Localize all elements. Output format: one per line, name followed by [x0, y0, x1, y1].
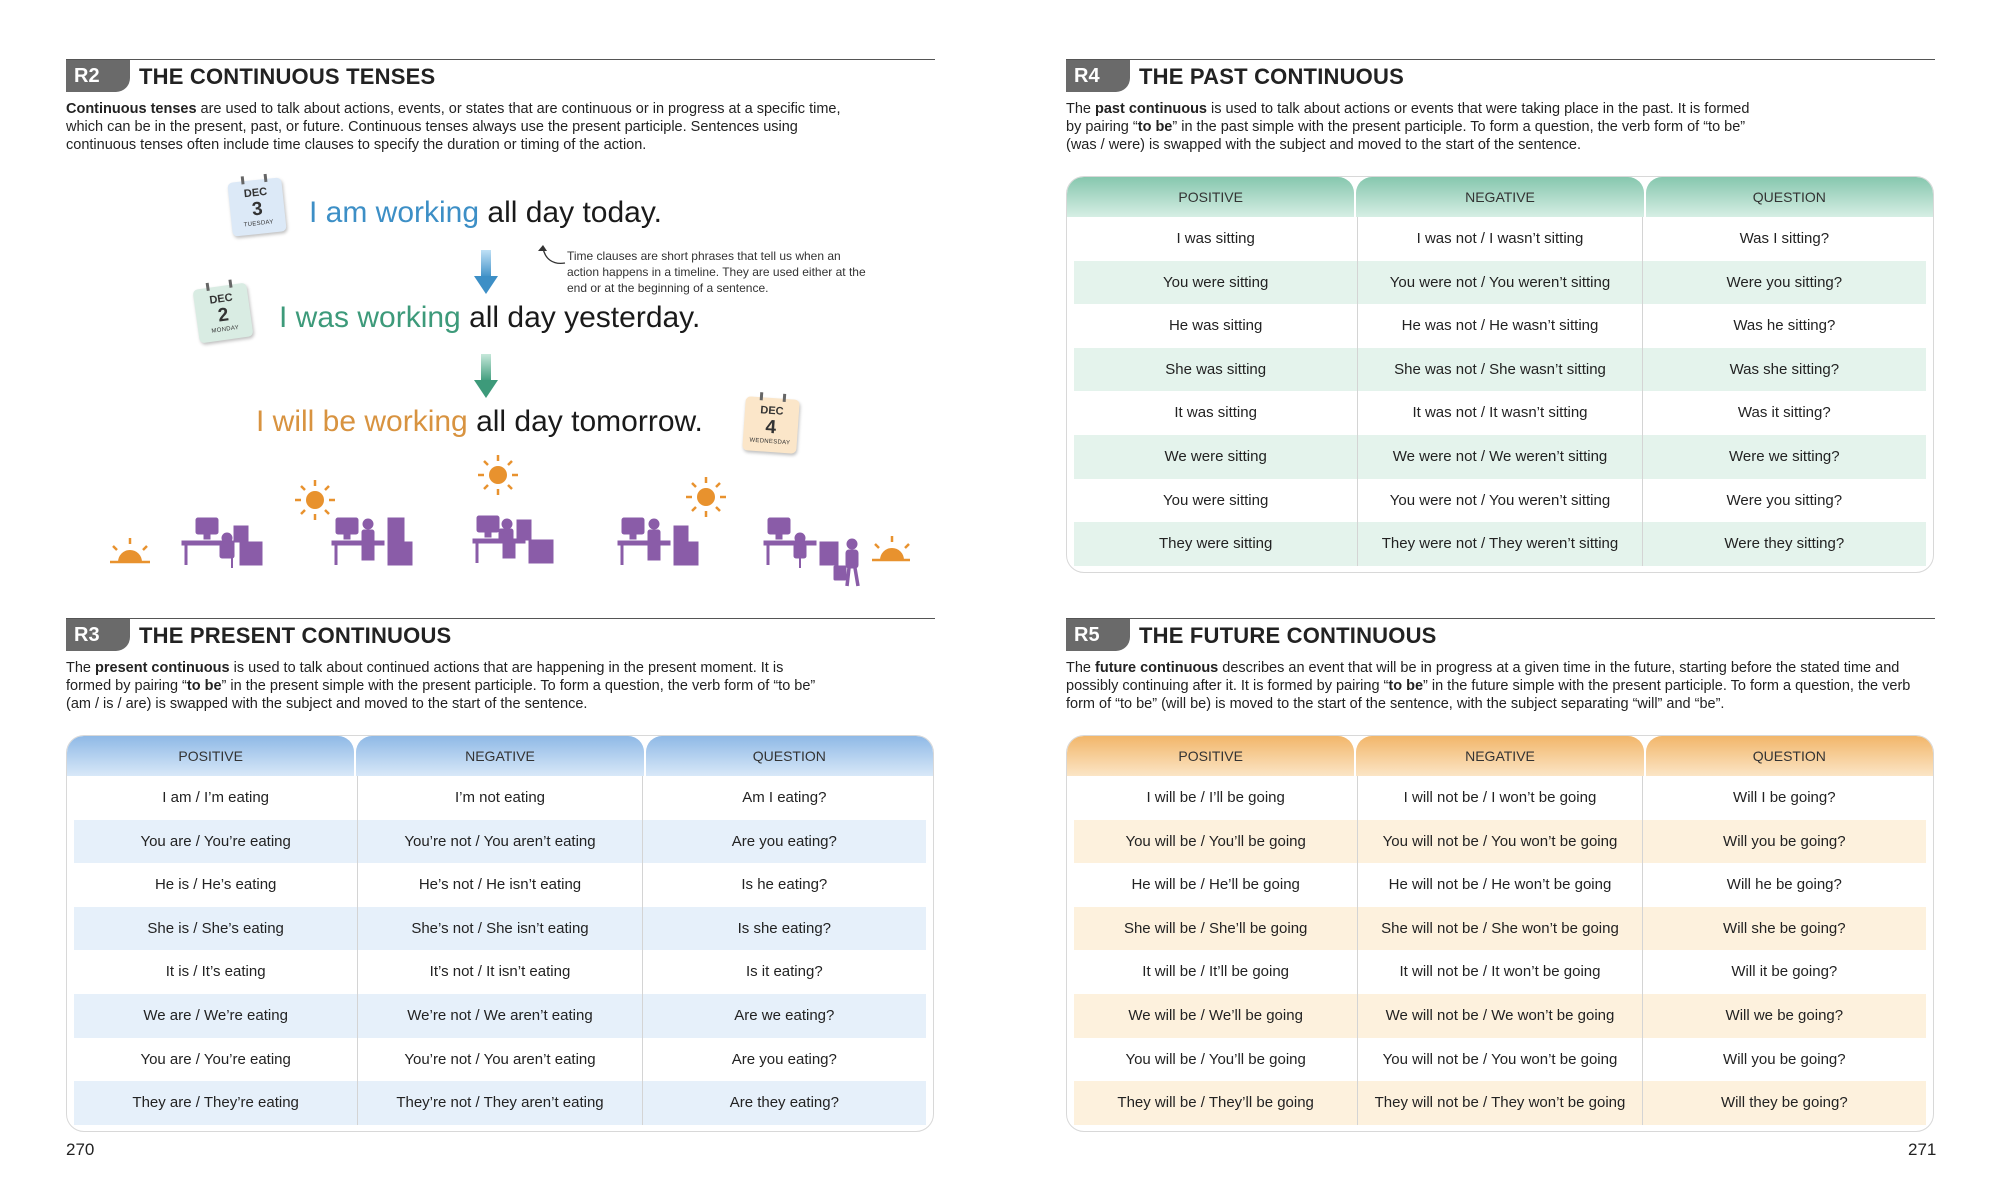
table-row	[1074, 435, 1926, 479]
sentence-past	[279, 301, 700, 335]
table-cell: Is he eating?	[741, 876, 828, 894]
table-cell: I was sitting	[1074, 217, 1358, 261]
table-cell: She will be / She’ll be going	[1074, 907, 1358, 951]
down-arrow-icon	[474, 250, 498, 296]
time-clause: all day tomorrow.	[467, 405, 703, 438]
table-row	[1074, 776, 1926, 820]
column-header: QUESTION	[1646, 736, 1933, 776]
table-cell: You will be / You’ll be going	[1074, 1038, 1358, 1082]
table-cell: You’re not / You aren’t eating	[358, 1038, 642, 1082]
table-cell: You are / You’re eating	[74, 820, 358, 864]
table-cell: We were not / We weren’t sitting	[1358, 435, 1642, 479]
section-header	[1066, 618, 1935, 653]
table-row	[74, 1081, 926, 1125]
page-number: 271	[1908, 1140, 1937, 1159]
table-cell: You’re not / You aren’t eating	[358, 820, 642, 864]
table-cell: They were not / They weren’t sitting	[1358, 522, 1642, 566]
table-cell: Will they be going?	[1720, 1094, 1848, 1112]
verb-phrase: I will be working	[256, 405, 468, 438]
table-header	[67, 736, 933, 776]
table-cell: Was it sitting?	[1737, 404, 1831, 422]
page-number: 270	[66, 1140, 95, 1159]
time-clause: all day today.	[479, 196, 662, 229]
table-row	[1074, 261, 1926, 305]
table-cell: Were they sitting?	[1724, 535, 1845, 553]
table-row	[1074, 348, 1926, 392]
table-cell: Were you sitting?	[1726, 491, 1843, 509]
office-worker-icon	[764, 518, 838, 568]
section-intro: The past continuous is used to talk about actions or events that were taking place in the past. It is formed by pairing “to be” in the past simple with the present participle. To form a question, the verb form of “to be” (was / were) is swapped with the subject and moved to the start of the sentence.	[1066, 101, 1750, 153]
time-clause-note: Time clauses are short phrases that tell us when an action happens in a timeline. They are used either at the end or at the beginning of a sentence.	[567, 249, 866, 295]
table-cell: It will be / It’ll be going	[1074, 950, 1358, 994]
table-row	[74, 776, 926, 820]
table-cell: She is / She’s eating	[74, 907, 358, 951]
time-clause: all day yesterday.	[460, 301, 701, 334]
table-cell: Are you eating?	[731, 1050, 837, 1068]
calendar-icon: DEC 4 WEDNESDAY	[742, 396, 800, 454]
column-header: NEGATIVE	[356, 736, 643, 776]
table-cell: He’s not / He isn’t eating	[358, 863, 642, 907]
future-continuous-table	[1066, 735, 1934, 1132]
section-intro: The present continuous is used to talk about continued actions that are happening in the present moment. It is formed by pairing “to be” in the present simple with the present participle. To form a question, the verb form of “to be” (am / is / are) is swapped with the subject and moved to the start of the sentence.	[66, 660, 816, 712]
table-cell: They’re not / They aren’t eating	[358, 1081, 642, 1125]
past-continuous-table	[1066, 176, 1934, 573]
table-cell: Will it be going?	[1731, 963, 1838, 981]
section-r2	[66, 59, 935, 154]
section-header	[1066, 59, 1935, 94]
table-cell: You were sitting	[1074, 479, 1358, 523]
table-row	[1074, 304, 1926, 348]
table-cell: Were you sitting?	[1726, 273, 1843, 291]
table-cell: Will you be going?	[1723, 832, 1846, 850]
table-cell: Are we eating?	[734, 1006, 835, 1024]
column-header: POSITIVE	[67, 736, 354, 776]
table-body	[67, 776, 933, 1131]
present-continuous-table	[66, 735, 934, 1132]
section-r4	[1066, 59, 1935, 154]
section-r3	[66, 618, 935, 713]
table-cell: Is it eating?	[745, 963, 823, 981]
table-cell: Will she be going?	[1723, 919, 1846, 937]
table-cell: We are / We’re eating	[74, 994, 358, 1038]
table-row	[1074, 479, 1926, 523]
section-tag: R3	[66, 619, 130, 651]
table-cell: You were not / You weren’t sitting	[1358, 261, 1642, 305]
table-row	[74, 907, 926, 951]
table-cell: I’m not eating	[358, 776, 642, 820]
sentence-future	[256, 405, 703, 439]
table-cell: They will not be / They won’t be going	[1358, 1081, 1642, 1125]
table-cell: You were sitting	[1074, 261, 1358, 305]
table-cell: We will be / We’ll be going	[1074, 994, 1358, 1038]
intro-bold: Continuous tenses	[66, 101, 197, 117]
table-cell: We were sitting	[1074, 435, 1358, 479]
verb-phrase: I was working	[279, 301, 461, 334]
table-row	[1074, 1038, 1926, 1082]
section-title: THE PRESENT CONTINUOUS	[139, 623, 452, 648]
table-row	[74, 820, 926, 864]
table-row	[1074, 863, 1926, 907]
table-cell: Are you eating?	[731, 832, 837, 850]
table-cell: We will not be / We won’t be going	[1358, 994, 1642, 1038]
table-cell: I will not be / I won’t be going	[1358, 776, 1642, 820]
table-cell: She was not / She wasn’t sitting	[1358, 348, 1642, 392]
table-row	[74, 863, 926, 907]
intro-text: are used to talk about actions, events, or states that are continuous or in progress at a specific time, which can be in the present, past, or future. Continuous tenses always use the present participle. Sentences using continuous tenses often include time clauses to specify the duration or timing of the action.	[66, 101, 841, 153]
right-page	[1000, 0, 2000, 1196]
sun-icon	[478, 455, 518, 495]
table-row	[1074, 820, 1926, 864]
table-cell: He was not / He wasn’t sitting	[1358, 304, 1642, 348]
section-r5	[1066, 618, 1935, 713]
table-cell: Are they eating?	[729, 1094, 839, 1112]
table-cell: You are / You’re eating	[74, 1038, 358, 1082]
section-title: THE FUTURE CONTINUOUS	[1139, 623, 1437, 648]
table-cell: I was not / I wasn’t sitting	[1358, 217, 1642, 261]
section-tag: R5	[1066, 619, 1130, 651]
table-cell: They will be / They’ll be going	[1074, 1081, 1358, 1125]
office-worker-icon	[473, 516, 553, 563]
table-cell: I am / I’m eating	[74, 776, 358, 820]
section-intro: The future continuous describes an event that will be in progress at a given time in the future, starting before the stated time and possibly continuing after it. It is formed by pairing “to be” in the future simple with the present participle. To form a question, the verb form of “to be” (will be) is moved to the start of the sentence, with the subject separating “will” and “be”.	[1066, 660, 1911, 712]
table-cell: Was he sitting?	[1733, 317, 1836, 335]
table-cell: He was sitting	[1074, 304, 1358, 348]
table-cell: She was sitting	[1074, 348, 1358, 392]
table-cell: You were not / You weren’t sitting	[1358, 479, 1642, 523]
section-header	[66, 618, 935, 653]
column-header: POSITIVE	[1067, 177, 1354, 217]
table-cell: Will we be going?	[1725, 1006, 1844, 1024]
calendar-icon: DEC 3 TUESDAY	[227, 177, 286, 236]
column-header: QUESTION	[1646, 177, 1933, 217]
table-cell: Will he be going?	[1726, 876, 1842, 894]
table-cell: It was not / It wasn’t sitting	[1358, 391, 1642, 435]
table-cell: Was she sitting?	[1729, 360, 1840, 378]
table-header	[1067, 736, 1933, 776]
column-header: NEGATIVE	[1356, 177, 1643, 217]
table-header	[1067, 177, 1933, 217]
table-row	[74, 994, 926, 1038]
table-body	[1067, 217, 1933, 572]
table-cell: I will be / I’ll be going	[1074, 776, 1358, 820]
table-cell: It is / It’s eating	[74, 950, 358, 994]
table-row	[1074, 391, 1926, 435]
section-header	[66, 59, 935, 94]
table-cell: Will I be going?	[1733, 789, 1836, 806]
verb-phrase: I am working	[309, 196, 480, 229]
office-worker-icon	[332, 518, 412, 565]
calendar-icon: DEC 2 MONDAY	[193, 283, 254, 344]
table-cell: Will you be going?	[1723, 1050, 1846, 1068]
table-cell: We’re not / We aren’t eating	[358, 994, 642, 1038]
section-tag: R2	[66, 60, 130, 92]
table-cell: She will not be / She won’t be going	[1358, 907, 1642, 951]
table-cell: Is she eating?	[737, 919, 832, 937]
table-cell: She’s not / She isn’t eating	[358, 907, 642, 951]
pointer-arrow-icon	[535, 245, 569, 275]
table-cell: He will be / He’ll be going	[1074, 863, 1358, 907]
sunset-icon	[872, 536, 910, 560]
table-cell: Was I sitting?	[1739, 230, 1830, 247]
section-tag: R4	[1066, 60, 1130, 92]
column-header: NEGATIVE	[1356, 736, 1643, 776]
office-worker-icon	[618, 518, 698, 565]
table-cell: They are / They’re eating	[74, 1081, 358, 1125]
table-cell: It will not be / It won’t be going	[1358, 950, 1642, 994]
table-cell: He is / He’s eating	[74, 863, 358, 907]
table-row	[1074, 217, 1926, 261]
table-row	[1074, 1081, 1926, 1125]
table-cell: They were sitting	[1074, 522, 1358, 566]
section-intro	[66, 100, 856, 154]
section-title: THE CONTINUOUS TENSES	[139, 64, 436, 89]
day-timeline-illustration	[110, 450, 910, 610]
table-row	[74, 1038, 926, 1082]
column-header: QUESTION	[646, 736, 933, 776]
table-row	[1074, 522, 1926, 566]
table-cell: You will not be / You won’t be going	[1358, 1038, 1642, 1082]
table-row	[74, 950, 926, 994]
table-row	[1074, 907, 1926, 951]
sunrise-icon	[110, 538, 150, 562]
column-header: POSITIVE	[1067, 736, 1354, 776]
table-cell: It was sitting	[1074, 391, 1358, 435]
table-cell: He will not be / He won’t be going	[1358, 863, 1642, 907]
table-row	[1074, 994, 1926, 1038]
down-arrow-icon	[474, 354, 498, 400]
table-cell: You will not be / You won’t be going	[1358, 820, 1642, 864]
sentence-present	[309, 196, 662, 230]
office-worker-icon	[182, 518, 262, 568]
sun-icon	[295, 480, 335, 520]
table-cell: You will be / You’ll be going	[1074, 820, 1358, 864]
table-body	[1067, 776, 1933, 1131]
table-cell: Were we sitting?	[1729, 447, 1840, 465]
sun-icon	[686, 477, 726, 517]
table-row	[1074, 950, 1926, 994]
table-cell: Am I eating?	[742, 789, 827, 806]
table-cell: It’s not / It isn’t eating	[358, 950, 642, 994]
section-title: THE PAST CONTINUOUS	[1139, 64, 1404, 89]
